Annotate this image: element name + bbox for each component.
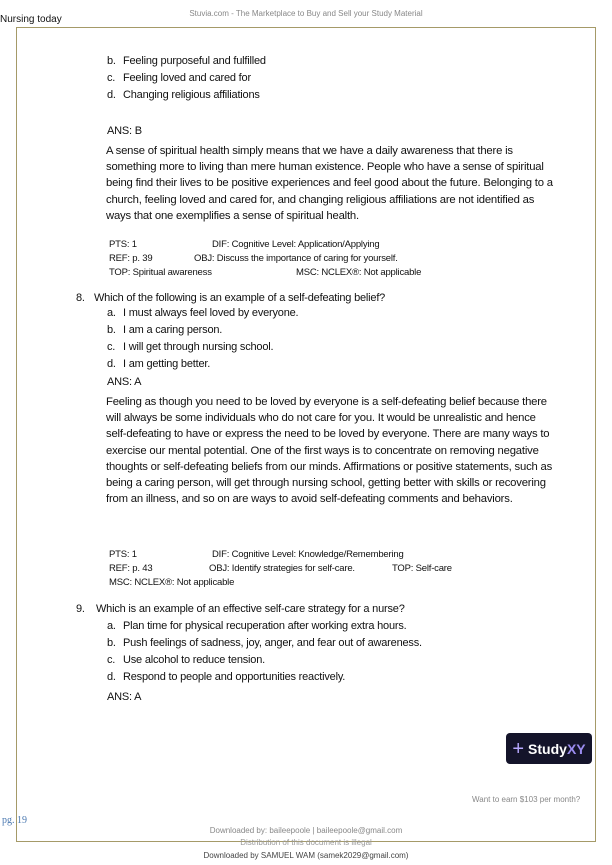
rationale-line: will always be some individuals who do not care for you. It would be unrealistic and hence xyxy=(106,412,536,425)
site-header: Stuvia.com - The Marketplace to Buy and Sell your Study Material xyxy=(189,9,423,18)
topic: TOP: Self-care xyxy=(392,563,452,574)
rationale-line: Feeling as though you need to be loved by everyone is a self-defeating belief because there xyxy=(106,396,547,408)
question-number: 8. xyxy=(76,292,85,304)
option-text: Push feelings of sadness, joy, anger, and fear out of awareness. xyxy=(123,637,422,649)
page-number: pg. 19 xyxy=(2,815,27,826)
option-letter: a. xyxy=(107,307,116,319)
option-text: Changing religious affiliations xyxy=(123,89,260,101)
difficulty: DIF: Cognitive Level: Knowledge/Remembering xyxy=(212,549,404,560)
download-notice: Downloaded by: baileepoole | baileepoole@gmail.com xyxy=(209,826,403,835)
brand-accent: XY xyxy=(566,740,586,757)
option-letter: d. xyxy=(107,89,116,101)
rationale-line: something more to living than mere human existence. People who have a sense of spiritual xyxy=(106,161,544,174)
earn-link[interactable]: Want to earn $103 per month? xyxy=(472,795,581,804)
option-text: Respond to people and opportunities reactively. xyxy=(123,671,346,683)
option-text: I am getting better. xyxy=(123,358,211,370)
msc: MSC: NCLEX®: Not applicable xyxy=(296,267,422,278)
rationale-line: A sense of spiritual health simply means that we have a daily awareness that there is xyxy=(106,145,513,157)
objective: OBJ: Identify strategies for self-care. xyxy=(209,563,355,574)
rationale-line: being find their lives to be positive experiences and feel good about the future. Belonging to a xyxy=(106,177,553,190)
option-text: Feeling purposeful and fulfilled xyxy=(123,55,266,67)
question-number: 9. xyxy=(76,603,85,615)
question-text: Which is an example of an effective self-care strategy for a nurse? xyxy=(96,603,405,615)
plus-icon: + xyxy=(512,737,525,760)
msc: MSC: NCLEX®: Not applicable xyxy=(109,577,235,588)
studyxy-button[interactable] xyxy=(506,733,592,764)
option-letter: b. xyxy=(107,637,116,649)
reference: REF: p. 43 xyxy=(109,563,153,574)
rationale-line: ways that one exemplifies a sense of spiritual health. xyxy=(106,209,359,222)
option-letter: a. xyxy=(107,620,116,632)
reference: REF: p. 39 xyxy=(109,253,153,264)
rationale-line: being a caring person, will get through nursing school, getting better with skills or recovering xyxy=(106,477,546,489)
option-text: I will get through nursing school. xyxy=(123,341,274,353)
option-text: Use alcohol to reduce tension. xyxy=(123,654,265,666)
option-text: I must always feel loved by everyone. xyxy=(123,307,299,319)
option-letter: c. xyxy=(107,72,116,84)
option-letter: b. xyxy=(107,324,116,336)
option-letter: c. xyxy=(107,341,116,353)
download-notice-2: Downloaded by SAMUEL WAM (samek2029@gmail.com) xyxy=(203,851,409,860)
points: PTS: 1 xyxy=(109,239,137,250)
option-letter: b. xyxy=(107,55,116,67)
option-text: Plan time for physical recuperation after working extra hours. xyxy=(123,620,407,632)
running-title: Nursing today xyxy=(0,14,62,25)
option-text: Feeling loved and cared for xyxy=(123,72,251,84)
brand-main: Study xyxy=(528,740,567,757)
option-letter: c. xyxy=(107,654,116,666)
distribution-notice: Distribution of this document is illegal xyxy=(240,838,372,847)
option-letter: d. xyxy=(107,358,116,370)
rationale-line: self-defeating to have or express the need to be loved by everyone. There are many ways to xyxy=(106,428,550,441)
option-letter: d. xyxy=(107,671,116,683)
answer: ANS: B xyxy=(107,125,142,137)
rationale-line: church, feeling loved and cared for, and changing religious affiliations are not identified as xyxy=(106,193,535,206)
answer: ANS: A xyxy=(107,691,142,703)
objective: OBJ: Discuss the importance of caring for yourself. xyxy=(194,253,398,264)
rationale-line: thoughts or self-defeating beliefs from our minds. Affirmations or positive statements, such as xyxy=(106,460,553,473)
answer: ANS: A xyxy=(107,376,142,388)
difficulty: DIF: Cognitive Level: Application/Applying xyxy=(212,239,380,250)
rationale-line: exercise our mental potential. One of the first ways is to concentrate on removing negative xyxy=(106,444,539,457)
rationale-line: from an illness, and so on are ways to avoid self-defeating comments and behaviors. xyxy=(106,493,513,506)
option-text: I am a caring person. xyxy=(123,324,223,336)
question-text: Which of the following is an example of a self-defeating belief? xyxy=(94,292,386,304)
points: PTS: 1 xyxy=(109,549,137,560)
topic: TOP: Spiritual awareness xyxy=(109,267,212,278)
